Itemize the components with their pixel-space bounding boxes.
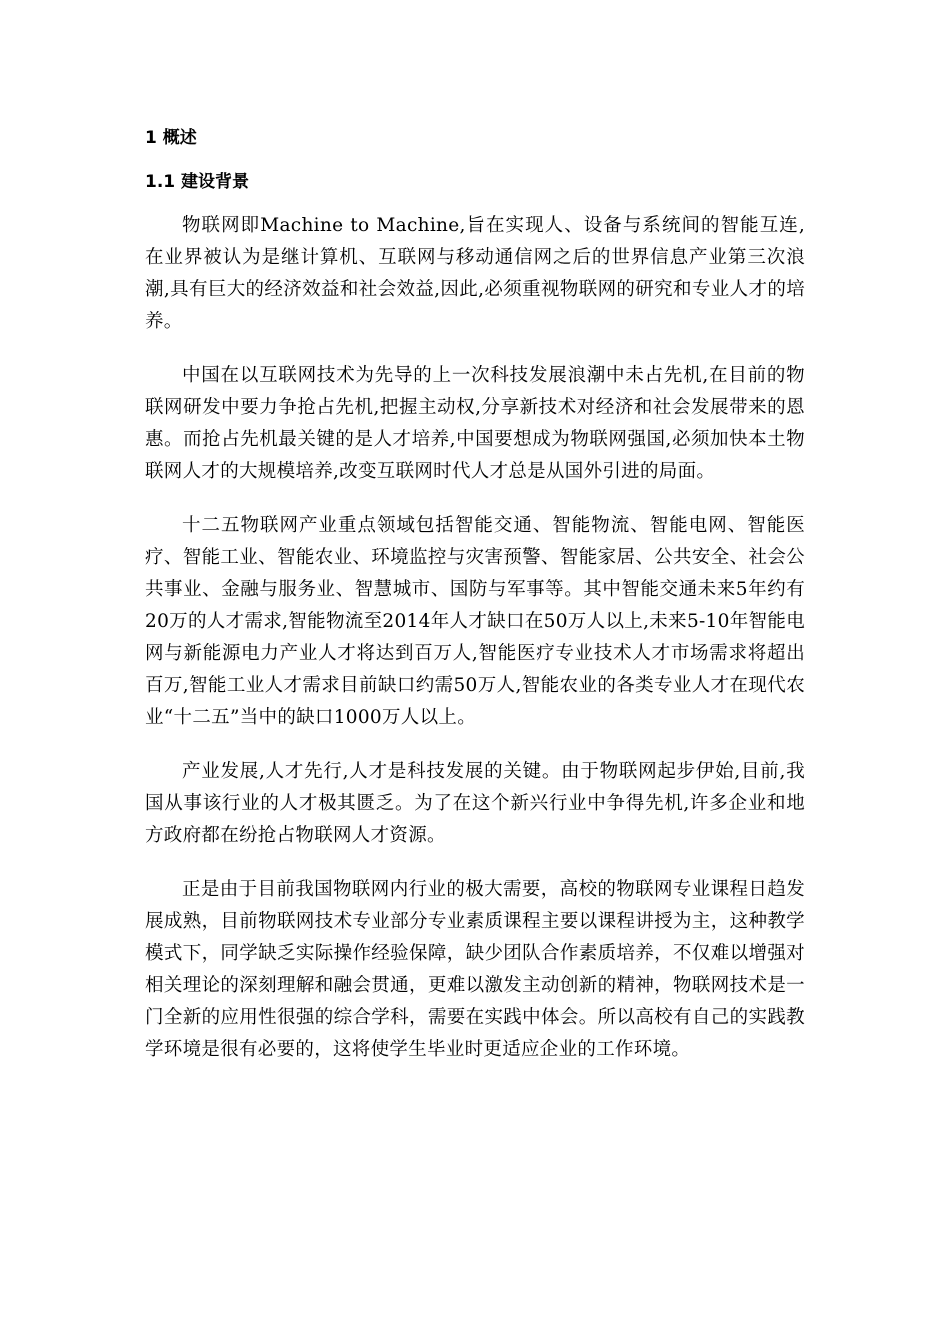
paragraph-1: 物联网即Machine to Machine,旨在实现人、设备与系统间的智能互连,在业界被认为是继计算机、互联网与移动通信网之后的世界信息产业第三次浪潮,具有巨大的经济效益和社会效益,因此,必须重视物联网的研究和专业人才的培养。	[145, 215, 805, 332]
paragraph-2: 中国在以互联网技术为先导的上一次科技发展浪潮中未占先机,在目前的物联网研发中要力争抢占先机,把握主动权,分享新技术对经济和社会发展带来的恩惠。而抢占先机最关键的是人才培养,中国要想成为物联网强国,必须加快本土物联网人才的大规模培养,改变互联网时代人才总是从国外引进的局面。	[145, 365, 805, 482]
paragraph-5: 正是由于目前我国物联网内行业的极大需要，高校的物联网专业课程日趋发展成熟，目前物联网技术专业部分专业素质课程主要以课程讲授为主，这种教学模式下，同学缺乏实际操作经验保障，缺少团队合作素质培养，不仅难以增强对相关理论的深刻理解和融会贯通，更难以激发主动创新的精神，物联网技术是一门全新的应用性很强的综合学科，需要在实践中体会。所以高校有自己的实践教学环境是很有必要的，这将使学生毕业时更适应企业的工作环境。	[145, 879, 805, 1060]
document-body	[145, 122, 805, 1088]
section-heading: 1 概述	[145, 128, 197, 148]
paragraph-3: 十二五物联网产业重点领域包括智能交通、智能物流、智能电网、智能医疗、智能工业、智能农业、环境监控与灾害预警、智能家居、公共安全、社会公共事业、金融与服务业、智慧城市、国防与军事等。其中智能交通未来5年约有20万的人才需求,智能物流至2014年人才缺口在50万人以上,未来5-10年智能电网与新能源电力产业人才将达到百万人,智能医疗专业技术人才市场需求将超出百万,智能工业人才需求目前缺口约需50万人,智能农业的各类专业人才在现代农业“十二五”当中的缺口1000万人以上。	[145, 515, 805, 728]
subsection-heading: 1.1 建设背景	[145, 172, 250, 192]
paragraph-4: 产业发展,人才先行,人才是科技发展的关键。由于物联网起步伊始,目前,我国从事该行业的人才极其匮乏。为了在这个新兴行业中争得先机,许多企业和地方政府都在纷抢占物联网人才资源。	[145, 761, 805, 846]
